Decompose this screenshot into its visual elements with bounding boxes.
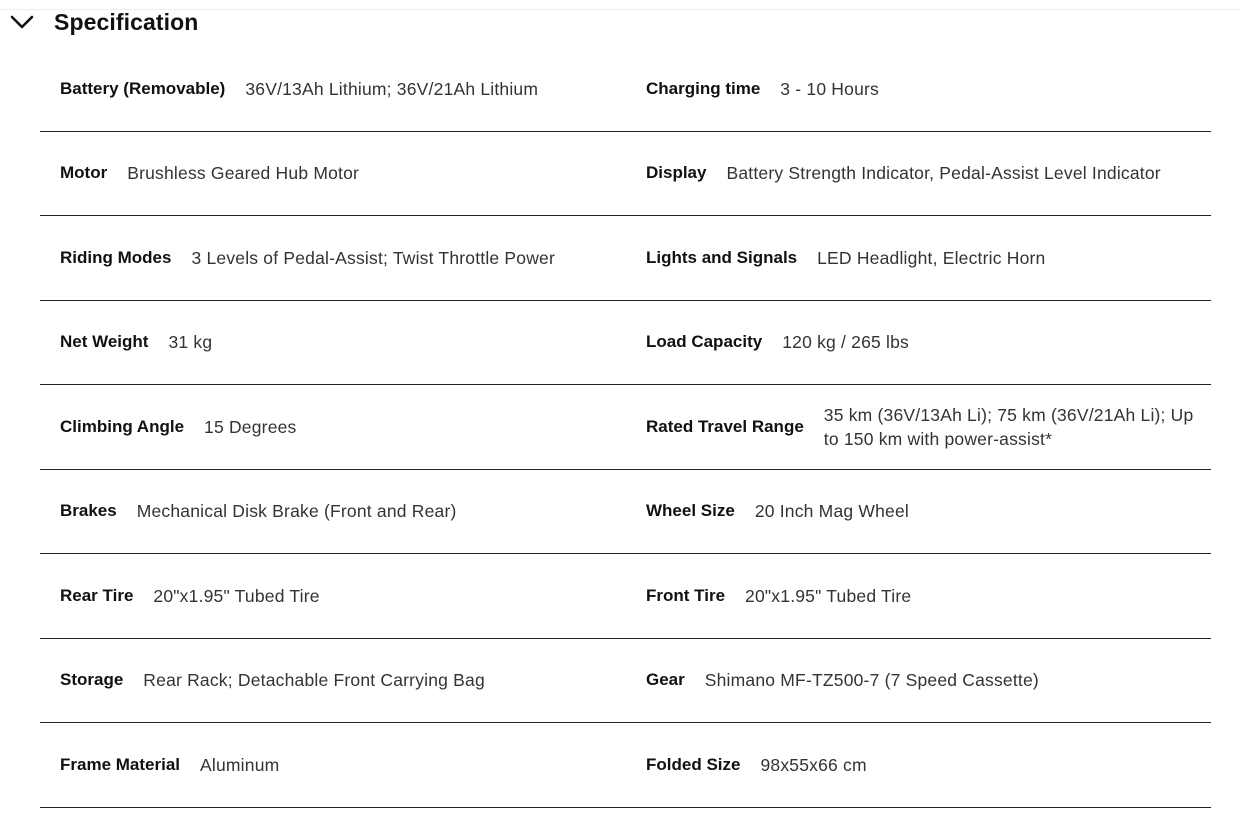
spec-value: 98x55x66 cm: [760, 754, 867, 775]
spec-label: Folded Size: [646, 754, 741, 774]
spec-label: Motor: [60, 163, 108, 183]
spec-cell-storage: [40, 639, 626, 723]
spec-label: Rated Travel Range: [646, 416, 804, 436]
spec-cell-front-tire: [626, 554, 1211, 638]
spec-label: Wheel Size: [646, 501, 735, 521]
spec-label: Riding Modes: [60, 247, 172, 267]
spec-label: Net Weight: [60, 332, 149, 352]
spec-cell-load-capacity: [626, 301, 1211, 385]
spec-cell-frame-material: [40, 723, 626, 807]
specification-table: [40, 47, 1211, 808]
spec-label: Storage: [60, 670, 124, 690]
spec-value: Shimano MF-TZ500-7 (7 Speed Cassette): [704, 670, 1039, 691]
spec-cell-gear: [626, 639, 1211, 723]
spec-cell-charging-time: [626, 47, 1211, 131]
spec-label: Gear: [646, 670, 685, 690]
spec-value: Brushless Geared Hub Motor: [127, 163, 360, 184]
spec-value: LED Headlight, Electric Horn: [817, 247, 1046, 268]
spec-value: Rear Rack; Detachable Front Carrying Bag: [143, 670, 485, 691]
spec-cell-net-weight: [40, 301, 626, 385]
spec-row: [40, 470, 1211, 555]
spec-row: [40, 132, 1211, 217]
spec-row: [40, 216, 1211, 301]
spec-value: 120 kg / 265 lbs: [782, 332, 909, 353]
spec-cell-display: [626, 132, 1211, 216]
spec-label: Lights and Signals: [646, 247, 798, 267]
spec-cell-motor: [40, 132, 626, 216]
spec-cell-battery: [40, 47, 626, 131]
spec-cell-climbing-angle: [40, 385, 626, 469]
spec-label: Frame Material: [60, 754, 180, 774]
spec-row: [40, 385, 1211, 470]
section-title: Specification: [54, 8, 199, 35]
spec-cell-riding-modes: [40, 216, 626, 300]
spec-value: 36V/13Ah Lithium; 36V/21Ah Lithium: [245, 78, 539, 99]
spec-cell-lights-and-signals: [626, 216, 1211, 300]
spec-value: Battery Strength Indicator, Pedal-Assist Level Indicator: [726, 163, 1161, 184]
spec-value: Aluminum: [200, 754, 280, 775]
specification-section-toggle[interactable]: [8, 0, 198, 44]
spec-cell-rear-tire: [40, 554, 626, 638]
spec-value: 3 Levels of Pedal-Assist; Twist Throttle Power: [191, 247, 556, 268]
spec-row: [40, 47, 1211, 132]
spec-label: Rear Tire: [60, 585, 134, 605]
spec-value: 15 Degrees: [204, 416, 297, 437]
spec-value: 35 km (36V/13Ah Li); 75 km (36V/21Ah Li); Up to 150 km with power-assist*: [823, 404, 1194, 449]
spec-cell-brakes: [40, 470, 626, 554]
spec-value: 31 kg: [168, 332, 213, 353]
spec-label: Display: [646, 163, 707, 183]
spec-row: [40, 554, 1211, 639]
spec-label: Load Capacity: [646, 332, 763, 352]
spec-row: [40, 723, 1211, 808]
spec-row: [40, 639, 1211, 724]
spec-value: 20 Inch Mag Wheel: [754, 501, 909, 522]
spec-cell-folded-size: [626, 723, 1211, 807]
spec-value: 20"x1.95" Tubed Tire: [153, 585, 320, 606]
spec-cell-rated-travel-range: [626, 385, 1211, 469]
spec-label: Front Tire: [646, 585, 726, 605]
spec-label: Brakes: [60, 501, 117, 521]
spec-label: Battery (Removable): [60, 78, 226, 98]
spec-cell-wheel-size: [626, 470, 1211, 554]
spec-label: Climbing Angle: [60, 416, 185, 436]
chevron-down-icon[interactable]: [8, 8, 36, 36]
spec-row: [40, 301, 1211, 386]
spec-label: Charging time: [646, 78, 761, 98]
spec-value: 20"x1.95" Tubed Tire: [745, 585, 912, 606]
spec-value: 3 - 10 Hours: [780, 78, 879, 99]
spec-value: Mechanical Disk Brake (Front and Rear): [136, 501, 457, 522]
